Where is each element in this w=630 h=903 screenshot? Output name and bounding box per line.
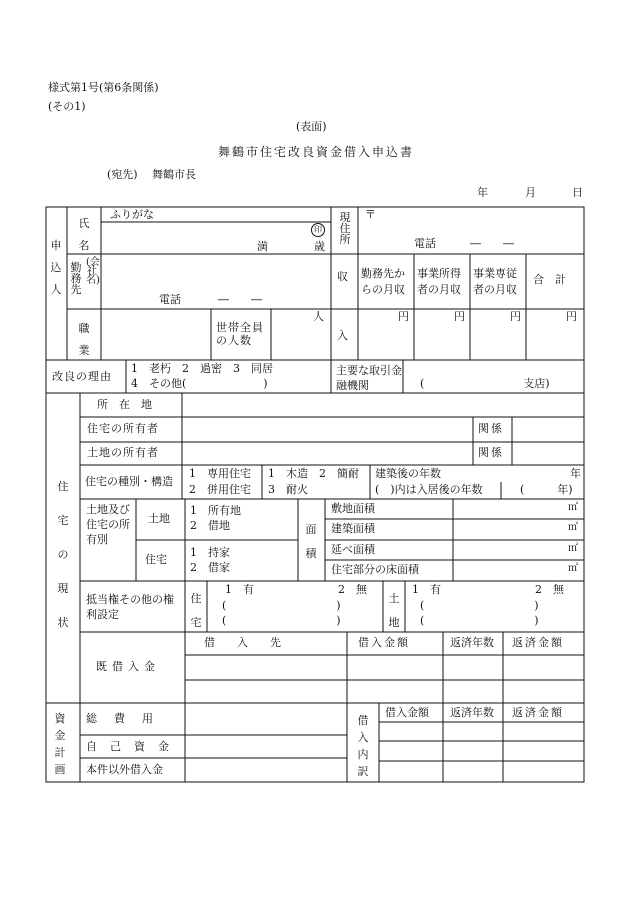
mortgage-land-have: 1 有 [412,583,441,596]
company-label: (会社名) [86,257,100,286]
structure-option-1: 1 木造 2 簡耐 [268,467,359,480]
income-label-bottom: 入 [337,329,348,342]
mortgage-label: 抵当権その他の権利設定 [86,593,174,621]
age-suffix: 歳 [314,240,325,253]
area-residential-floor: 住宅部分の床面積 [331,563,419,576]
area-label: 面積 [305,523,317,560]
addressee: 舞鶴市長 [152,168,196,181]
postal-mark: 〒 [365,208,376,221]
address-label: 現住所 [339,211,351,246]
seal-mark: 印 [311,223,325,237]
housing-section-label: 住宅の現状 [57,480,69,629]
work-phone-label: 電話 [159,293,181,306]
mortgage-land-paren-1: ( ) [420,599,539,612]
type-structure-label: 住宅の種別・構造 [85,475,173,488]
sqm-4: ㎡ [568,563,578,574]
funding-row-own: 自 己 資 金 [86,740,170,753]
furigana-label: ふりがな [110,208,154,221]
land-owner-label: 土地の所有者 [87,446,159,459]
house-option-2: 2 借家 [190,561,230,574]
applicant-section-label: 申込人 [50,239,62,296]
date-month: 月 [525,186,536,199]
breakdown-label: 借入内訳 [357,714,369,778]
structure-option-2: 3 耐火 [268,483,308,496]
breakdown-col-amount: 借入金額 [385,706,429,719]
yen-2: 円 [454,310,465,323]
years-label: 建築後の年数 [375,467,441,480]
income-col-assistant: 事業専従者の月収 [473,267,517,296]
bank-label: 主要な取引金融機関 [336,364,402,392]
loans-col-years: 返済年数 [450,636,494,649]
occupation-label: 職業 [78,322,90,357]
area-building: 建築面積 [331,522,375,535]
yen-1: 円 [398,310,409,323]
mortgage-land-paren-2: ( ) [420,614,539,627]
form-part: (その1) [48,100,86,113]
mortgage-house-none: 2 無 [338,583,367,596]
loans-col-amount: 借入金額 [358,636,410,649]
reason-options-2: 4 その他( ) [131,377,268,390]
loans-col-lender: 借 入 先 [204,636,281,649]
land-option-1: 1 所有地 [190,504,241,517]
phone-label: 電話 [414,237,436,250]
date-day: 日 [572,186,583,199]
addressee-label: (宛先) [107,168,138,181]
house-option-1: 1 持家 [190,546,230,559]
income-col-business: 事業所得者の月収 [417,267,461,296]
date-year: 年 [477,186,488,199]
form-title: 舞鶴市住宅改良資金借入申込書 [218,145,415,159]
type-option-2: 2 併用住宅 [189,483,251,496]
mortgage-house-label: 住宅 [190,592,202,629]
years-unit: 年 [570,467,581,480]
years-paren: ( 年) [520,483,573,496]
breakdown-col-repayment: 返済金額 [512,706,564,719]
mortgage-house-paren-2: ( ) [222,614,341,627]
funding-row-other: 本件以外借入金 [86,763,163,776]
funding-section-label: 資金計画 [54,712,66,776]
land-label: 土地 [148,512,170,525]
type-option-1: 1 専用住宅 [189,467,251,480]
income-col-total: 合 計 [533,273,566,286]
loans-col-repayment: 返済金額 [512,636,564,649]
breakdown-col-years: 返済年数 [450,706,494,719]
reason-label: 改良の理由 [52,370,112,383]
house-label: 住宅 [145,553,167,566]
work-label: 勤務先 [70,261,82,296]
house-owner-label: 住宅の所有者 [87,422,159,435]
sqm-1: ㎡ [568,502,578,513]
sqm-3: ㎡ [568,543,578,554]
household-label: 世帯全員の人数 [216,321,264,347]
household-unit: 人 [313,310,324,323]
existing-loans-label: 既借入金 [96,660,160,673]
relation-label-land: 関係 [478,446,504,459]
mortgage-house-paren-1: ( ) [222,599,341,612]
income-label-top: 収 [337,270,348,283]
ownership-label: 土地及び住宅の所有別 [86,503,130,546]
phone-dashes: ― ― [470,237,514,250]
name-label: 氏名 [78,217,90,252]
bank-value: ( 支店) [420,377,550,390]
yen-4: 円 [566,310,577,323]
sqm-2: ㎡ [568,522,578,533]
years-note: ( )内は入居後の年数 [375,483,483,496]
yen-3: 円 [510,310,521,323]
income-col-work: 勤務先からの月収 [361,267,405,296]
reason-options-1: 1 老朽 2 過密 3 同居 [131,362,273,375]
mortgage-land-label: 土地 [388,592,400,629]
form-number: 様式第1号(第6条関係) [48,81,159,94]
age-prefix: 満 [257,240,268,253]
land-option-2: 2 借地 [190,519,230,532]
work-phone-dashes: ― ― [218,293,262,306]
location-label: 所 在 地 [97,398,152,411]
form-side: (表面) [296,120,327,133]
area-total-floor: 延べ面積 [331,543,375,556]
relation-label-house: 関係 [478,422,504,435]
funding-row-total: 総 費 用 [86,712,156,725]
area-site: 敷地面積 [331,502,375,515]
mortgage-land-none: 2 無 [535,583,564,596]
mortgage-house-have: 1 有 [225,583,254,596]
